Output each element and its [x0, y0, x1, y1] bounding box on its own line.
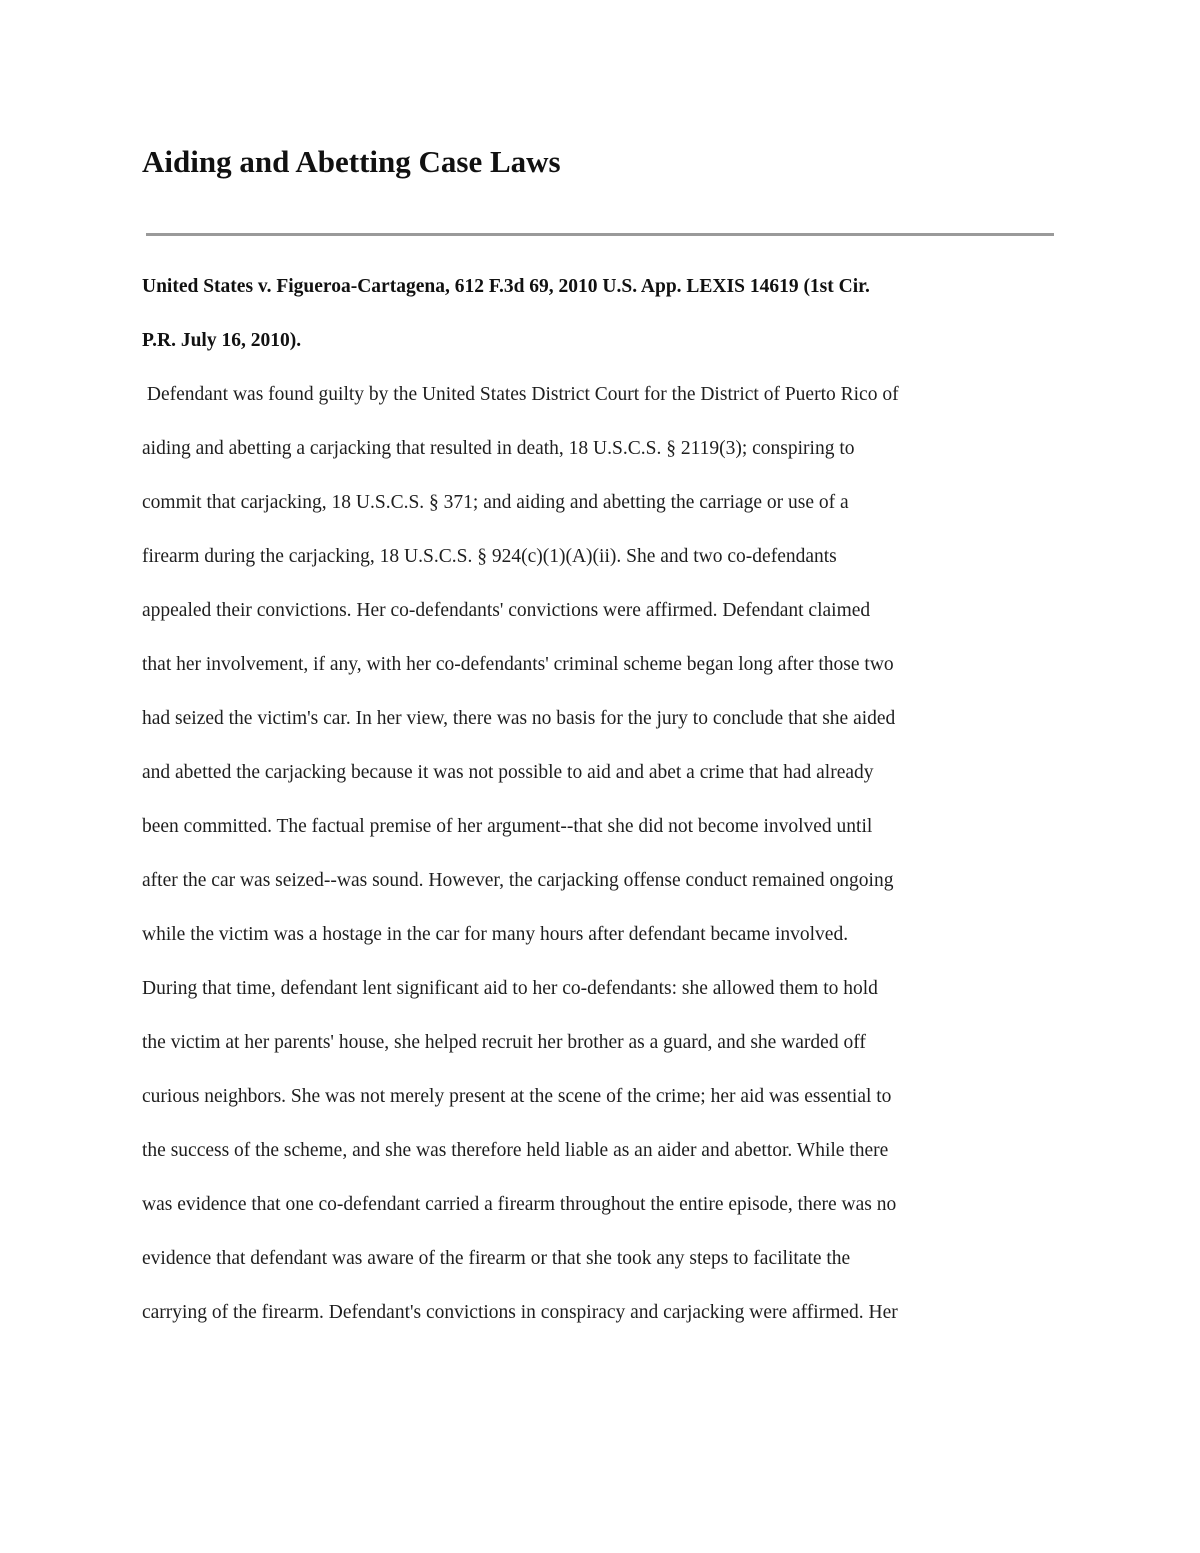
case-citation-line: United States v. Figueroa-Cartagena, 612 F.3d 69, 2010 U.S. App. LEXIS 14619 (1st Cir. [142, 276, 870, 297]
document-body [142, 268, 1072, 1348]
body-text-line: the success of the scheme, and she was therefore held liable as an aider and abettor. While there [142, 1140, 889, 1161]
body-text-line: carrying of the firearm. Defendant's convictions in conspiracy and carjacking were affirmed. Her [142, 1302, 898, 1323]
body-text-line: Defendant was found guilty by the United States District Court for the District of Puerto Rico of [142, 384, 899, 405]
body-text-line: During that time, defendant lent significant aid to her co-defendants: she allowed them to hold [142, 978, 878, 999]
body-text-line: while the victim was a hostage in the car for many hours after defendant became involved. [142, 924, 849, 945]
body-text-line: been committed. The factual premise of her argument--that she did not become involved until [142, 816, 873, 837]
body-text-line: evidence that defendant was aware of the firearm or that she took any steps to facilitate the [142, 1248, 851, 1269]
body-text-line: commit that carjacking, 18 U.S.C.S. § 371; and aiding and abetting the carriage or use of a [142, 492, 849, 513]
document-title: Aiding and Abetting Case Laws [142, 144, 561, 179]
body-text-line: had seized the victim's car. In her view, there was no basis for the jury to conclude that she aided [142, 708, 896, 729]
case-citation-line: P.R. July 16, 2010). [142, 330, 302, 351]
body-text-line: was evidence that one co-defendant carried a firearm throughout the entire episode, there was no [142, 1194, 897, 1215]
body-text-line: after the car was seized--was sound. However, the carjacking offense conduct remained ongoing [142, 870, 894, 891]
body-text-line: and abetted the carjacking because it was not possible to aid and abet a crime that had already [142, 762, 874, 783]
horizontal-divider [146, 233, 1054, 236]
body-text-line: appealed their convictions. Her co-defendants' convictions were affirmed. Defendant claimed [142, 600, 871, 621]
body-text-line: the victim at her parents' house, she helped recruit her brother as a guard, and she warded off [142, 1032, 866, 1053]
body-text-line: firearm during the carjacking, 18 U.S.C.S. § 924(c)(1)(A)(ii). She and two co-defendants [142, 546, 837, 567]
body-text-line: aiding and abetting a carjacking that resulted in death, 18 U.S.C.S. § 2119(3); conspiring to [142, 438, 855, 459]
body-text-line: curious neighbors. She was not merely present at the scene of the crime; her aid was essential to [142, 1086, 892, 1107]
body-text-line: that her involvement, if any, with her co-defendants' criminal scheme began long after those two [142, 654, 894, 675]
